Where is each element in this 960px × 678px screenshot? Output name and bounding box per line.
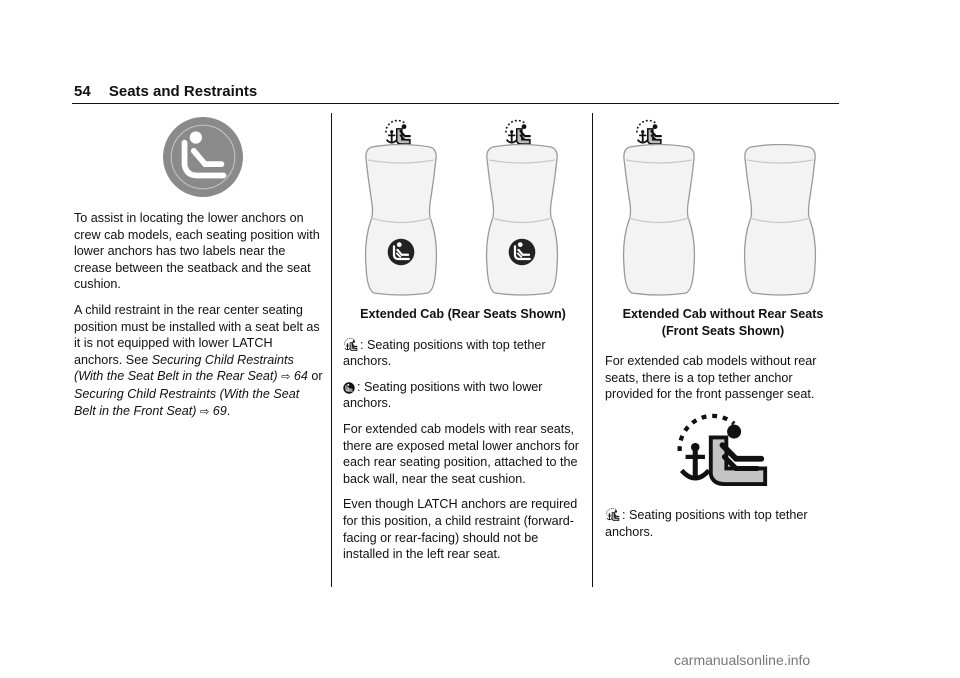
page-header bbox=[74, 83, 257, 100]
column-3 bbox=[605, 306, 841, 412]
paragraph-center-seat bbox=[74, 302, 324, 420]
page-arrow-icon: ⇨ bbox=[281, 371, 291, 384]
section-title: Seats and Restraints bbox=[108, 83, 258, 100]
tether-anchor-icon bbox=[605, 507, 620, 522]
tether-anchor-icon bbox=[383, 118, 412, 147]
front-seat-right bbox=[742, 144, 818, 296]
figure-caption: Extended Cab (Rear Seats Shown) bbox=[360, 307, 566, 321]
rear-seat-right bbox=[485, 144, 559, 296]
legend-tether bbox=[343, 337, 583, 370]
column-2 bbox=[343, 306, 583, 572]
tether-anchor-icon bbox=[503, 118, 532, 147]
legend-text: : Seating positions with two lower anchors. bbox=[343, 379, 543, 411]
lower-anchor-symbol-icon bbox=[162, 116, 244, 198]
legend-lower-anchor bbox=[343, 379, 583, 412]
paragraph-left-rear-seat: Even though LATCH anchors are required for this position, a child restraint (forward-facing or rear-facing) should not be installed in the left rear seat. bbox=[343, 497, 578, 562]
legend-tether bbox=[605, 507, 841, 540]
cross-reference-link[interactable]: Securing Child Restraints (With the Seat Belt in the Front Seat) bbox=[74, 386, 300, 418]
lower-anchor-icon bbox=[508, 238, 536, 266]
rear-seat-left bbox=[364, 144, 438, 296]
page-reference[interactable]: 69 bbox=[212, 403, 227, 418]
column-3-legend bbox=[605, 507, 841, 549]
tether-anchor-icon bbox=[634, 118, 663, 147]
legend-text: : Seating positions with top tether anchors. bbox=[605, 508, 808, 539]
column-1 bbox=[74, 210, 324, 429]
front-seat-left bbox=[621, 144, 697, 296]
paragraph-no-rear-seats: For extended cab models without rear seats, there is a top tether anchor provided for the front passenger seat. bbox=[605, 354, 817, 402]
column-divider-1 bbox=[331, 113, 332, 587]
page-number: 54 bbox=[74, 83, 91, 100]
or-text: or bbox=[307, 369, 323, 384]
header-rule bbox=[72, 103, 839, 104]
figure-caption: Extended Cab without Rear Seats (Front Seats Shown) bbox=[622, 307, 824, 338]
top-tether-symbol-icon bbox=[670, 412, 771, 490]
column-divider-2 bbox=[592, 113, 593, 587]
tether-anchor-icon bbox=[343, 337, 358, 352]
legend-text: : Seating positions with top tether anchors. bbox=[343, 337, 546, 369]
page-reference[interactable]: 64 bbox=[293, 369, 308, 384]
paragraph-lower-anchor-labels: To assist in locating the lower anchors on crew cab models, each seating position with lower anchors has two labels near the crease between the seatback and the seat cushion. bbox=[74, 211, 320, 292]
paragraph-rear-seats: For extended cab models with rear seats, there are exposed metal lower anchors for each rear seating position, attached to the back wall, near the seat cushion. bbox=[343, 421, 579, 486]
figure-extended-cab-rear-seats bbox=[360, 114, 570, 300]
figure-extended-cab-front-seats bbox=[614, 114, 834, 300]
period: . bbox=[226, 403, 231, 418]
paragraph-text: A child restraint in the rear center seating position must be installed with a seat belt as it is not equipped with lower LATCH anchors. See bbox=[74, 302, 320, 367]
lower-anchor-icon bbox=[343, 382, 355, 394]
lower-anchor-icon bbox=[387, 238, 415, 266]
watermark: carmanualsonline.info bbox=[674, 652, 811, 668]
page-arrow-icon: ⇨ bbox=[200, 405, 210, 418]
cross-reference-link[interactable]: Securing Child Restraints (With the Seat Belt in the Rear Seat) bbox=[74, 352, 294, 384]
